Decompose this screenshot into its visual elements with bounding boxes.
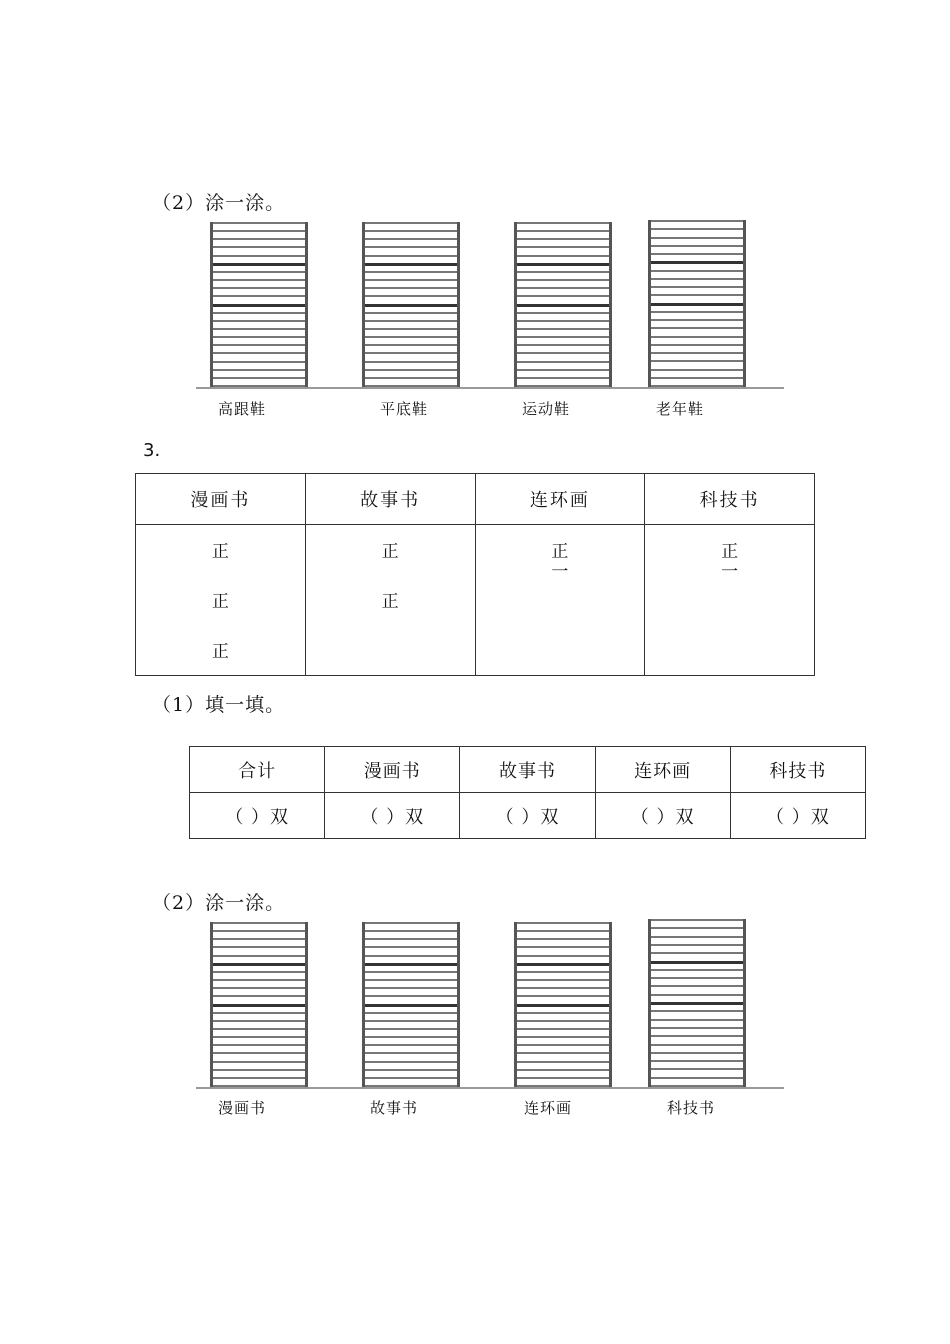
section2-heading: （2）涂一涂。 xyxy=(152,892,286,914)
grid-line xyxy=(651,1044,743,1046)
grid-line xyxy=(517,222,609,224)
grid-line xyxy=(365,287,457,289)
grid-line xyxy=(651,336,743,338)
grid-line xyxy=(213,922,305,924)
grid-line xyxy=(213,352,305,354)
tally-header: 连环画 xyxy=(475,474,645,525)
grid-line xyxy=(651,311,743,313)
tally-mark: 正 xyxy=(211,592,229,612)
grid-line xyxy=(651,319,743,321)
fill-blank[interactable]: （ ）双 xyxy=(190,793,325,839)
grid-line xyxy=(651,253,743,255)
grid-line xyxy=(517,263,609,266)
grid-line xyxy=(365,369,457,371)
grid-line xyxy=(365,979,457,981)
problem-number: 3. xyxy=(143,440,161,461)
category-label: 运动鞋 xyxy=(522,400,571,418)
grid-line xyxy=(517,369,609,371)
grid-line xyxy=(213,320,305,322)
grid-line xyxy=(517,287,609,289)
grid-line xyxy=(517,238,609,240)
category-label: 连环画 xyxy=(524,1099,573,1117)
tally-mark: 正 xyxy=(381,592,399,612)
category-label: 故事书 xyxy=(370,1099,419,1117)
chart-baseline xyxy=(196,1087,784,1089)
grid-line xyxy=(651,961,743,964)
grid-line xyxy=(517,320,609,322)
grid-line xyxy=(213,987,305,989)
grid-line xyxy=(365,1028,457,1030)
fill-blank[interactable]: （ ）双 xyxy=(460,793,595,839)
grid-line xyxy=(213,963,305,966)
grid-line xyxy=(517,312,609,314)
grid-line xyxy=(365,304,457,307)
grid-line xyxy=(213,1020,305,1022)
tally-cell xyxy=(305,525,475,676)
grid-line xyxy=(213,930,305,932)
grid-line xyxy=(213,1012,305,1014)
grid-line xyxy=(365,971,457,973)
grid-line xyxy=(365,238,457,240)
grid-line xyxy=(365,312,457,314)
grid-line xyxy=(365,1004,457,1007)
grid-line xyxy=(651,327,743,329)
tally-mark: 正 xyxy=(721,542,739,562)
grid-line xyxy=(213,1044,305,1046)
grid-line xyxy=(213,328,305,330)
grid-line xyxy=(651,1002,743,1005)
grid-line xyxy=(213,979,305,981)
grid-line xyxy=(651,952,743,954)
grid-line xyxy=(213,295,305,297)
grid-line xyxy=(213,255,305,257)
grid-line xyxy=(651,303,743,306)
grid-line xyxy=(651,294,743,296)
tally-header: 故事书 xyxy=(305,474,475,525)
grid-line xyxy=(213,336,305,338)
grid-line xyxy=(651,220,743,222)
grid-line xyxy=(517,995,609,997)
grid-line xyxy=(651,1052,743,1054)
grid-line xyxy=(213,1052,305,1054)
grid-line xyxy=(213,361,305,363)
grid-line xyxy=(213,946,305,948)
grid-line xyxy=(517,328,609,330)
grid-line xyxy=(651,352,743,354)
grid-line xyxy=(365,930,457,932)
grid-line xyxy=(365,1020,457,1022)
grid-line xyxy=(517,361,609,363)
grid-line xyxy=(213,369,305,371)
grid-line xyxy=(651,237,743,239)
tally-mark: 正 xyxy=(381,542,399,562)
grid-line xyxy=(651,245,743,247)
grid-line xyxy=(651,919,743,921)
grid-line xyxy=(365,246,457,248)
grid-line xyxy=(365,255,457,257)
grid-line xyxy=(365,279,457,281)
grid-line xyxy=(651,278,743,280)
grid-line xyxy=(651,360,743,362)
grid-line xyxy=(651,1010,743,1012)
grid-column-elderly-shoes[interactable] xyxy=(648,220,746,388)
grid-line xyxy=(517,987,609,989)
grid-line xyxy=(213,230,305,232)
grid-line xyxy=(365,1012,457,1014)
grid-column-sports-shoes[interactable] xyxy=(514,222,612,388)
grid-line xyxy=(213,938,305,940)
grid-line xyxy=(213,304,305,307)
chart-baseline xyxy=(196,387,784,389)
grid-line xyxy=(517,971,609,973)
grid-line xyxy=(213,1028,305,1030)
grid-line xyxy=(651,1077,743,1079)
grid-line xyxy=(517,1020,609,1022)
grid-line xyxy=(365,1069,457,1071)
grid-line xyxy=(651,969,743,971)
grid-line xyxy=(651,261,743,264)
grid-line xyxy=(651,944,743,946)
grid-line xyxy=(213,377,305,379)
grid-line xyxy=(365,987,457,989)
grid-line xyxy=(517,1052,609,1054)
grid-line xyxy=(213,344,305,346)
tally-table xyxy=(135,473,815,676)
grid-line xyxy=(365,263,457,266)
grid-line xyxy=(651,977,743,979)
grid-line xyxy=(365,995,457,997)
grid-line xyxy=(365,922,457,924)
grid-line xyxy=(365,328,457,330)
grid-line xyxy=(213,238,305,240)
grid-line xyxy=(365,344,457,346)
grid-line xyxy=(213,246,305,248)
grid-line xyxy=(517,1061,609,1063)
grid-line xyxy=(213,955,305,957)
grid-line xyxy=(365,1036,457,1038)
category-label: 高跟鞋 xyxy=(218,400,267,418)
grid-line xyxy=(651,1035,743,1037)
tally-header: 科技书 xyxy=(645,474,815,525)
category-label: 科技书 xyxy=(667,1099,716,1117)
grid-line xyxy=(365,230,457,232)
grid-column-picture-books[interactable] xyxy=(514,922,612,1088)
grid-line xyxy=(651,228,743,230)
fill-header: 漫画书 xyxy=(325,747,460,793)
grid-line xyxy=(651,1019,743,1021)
grid-line xyxy=(365,946,457,948)
grid-line xyxy=(651,286,743,288)
grid-line xyxy=(365,295,457,297)
category-label: 老年鞋 xyxy=(656,400,705,418)
grid-line xyxy=(651,344,743,346)
grid-column-science-books[interactable] xyxy=(648,919,746,1088)
grid-line xyxy=(517,295,609,297)
grid-line xyxy=(517,1036,609,1038)
grid-line xyxy=(365,1044,457,1046)
grid-line xyxy=(517,1077,609,1079)
grid-line xyxy=(365,1077,457,1079)
grid-line xyxy=(365,361,457,363)
grid-line xyxy=(517,963,609,966)
fill-blank[interactable]: （ ）双 xyxy=(730,793,865,839)
grid-line xyxy=(365,938,457,940)
grid-line xyxy=(517,955,609,957)
grid-line xyxy=(213,271,305,273)
grid-line xyxy=(517,246,609,248)
grid-line xyxy=(651,927,743,929)
grid-line xyxy=(213,287,305,289)
grid-line xyxy=(365,963,457,966)
fill-header: 故事书 xyxy=(460,747,595,793)
fill-header: 合计 xyxy=(190,747,325,793)
grid-line xyxy=(365,955,457,957)
grid-column-story-books[interactable] xyxy=(362,922,460,1088)
grid-column-flat-shoes[interactable] xyxy=(362,222,460,388)
grid-line xyxy=(517,279,609,281)
grid-line xyxy=(213,995,305,997)
grid-line xyxy=(517,930,609,932)
tally-mark: 正 xyxy=(551,542,569,562)
grid-line xyxy=(213,1036,305,1038)
grid-line xyxy=(651,1068,743,1070)
grid-line xyxy=(517,352,609,354)
grid-line xyxy=(213,971,305,973)
grid-line xyxy=(213,1061,305,1063)
grid-line xyxy=(517,1044,609,1046)
grid-line xyxy=(517,336,609,338)
grid-line xyxy=(517,230,609,232)
tally-mark: 正 xyxy=(211,642,229,662)
grid-column-high-heels[interactable] xyxy=(210,222,308,388)
category-label: 平底鞋 xyxy=(380,400,429,418)
grid-line xyxy=(517,922,609,924)
grid-line xyxy=(517,1028,609,1030)
tally-partial-mark: 一 xyxy=(551,562,569,582)
grid-line xyxy=(517,377,609,379)
grid-line xyxy=(651,985,743,987)
grid-line xyxy=(213,1077,305,1079)
grid-line xyxy=(517,271,609,273)
fill-header: 科技书 xyxy=(730,747,865,793)
grid-line xyxy=(365,377,457,379)
grid-line xyxy=(213,279,305,281)
grid-line xyxy=(365,1061,457,1063)
grid-line xyxy=(651,936,743,938)
grid-line xyxy=(517,255,609,257)
grid-line xyxy=(517,1012,609,1014)
tally-partial-mark: 一 xyxy=(721,562,739,582)
grid-line xyxy=(365,271,457,273)
grid-line xyxy=(365,352,457,354)
grid-line xyxy=(213,222,305,224)
grid-line xyxy=(651,994,743,996)
grid-line xyxy=(651,377,743,379)
grid-line xyxy=(517,1069,609,1071)
grid-line xyxy=(651,1027,743,1029)
fill-table xyxy=(189,746,866,839)
grid-line xyxy=(651,1060,743,1062)
grid-line xyxy=(213,312,305,314)
fill-blank[interactable]: （ ）双 xyxy=(325,793,460,839)
grid-line xyxy=(651,369,743,371)
grid-line xyxy=(365,222,457,224)
tally-header: 漫画书 xyxy=(136,474,306,525)
fill-blank[interactable]: （ ）双 xyxy=(595,793,730,839)
tally-cell xyxy=(645,525,815,676)
grid-line xyxy=(517,344,609,346)
grid-line xyxy=(651,270,743,272)
grid-column-comics[interactable] xyxy=(210,922,308,1088)
tally-mark: 正 xyxy=(211,542,229,562)
grid-line xyxy=(517,938,609,940)
grid-line xyxy=(213,1069,305,1071)
grid-line xyxy=(517,1004,609,1007)
category-label: 漫画书 xyxy=(218,1099,267,1117)
section1-heading: （2）涂一涂。 xyxy=(152,192,286,214)
tally-cell xyxy=(136,525,306,676)
grid-line xyxy=(213,1004,305,1007)
grid-line xyxy=(517,304,609,307)
fill-header: 连环画 xyxy=(595,747,730,793)
grid-line xyxy=(517,946,609,948)
grid-line xyxy=(517,979,609,981)
grid-line xyxy=(365,336,457,338)
grid-line xyxy=(365,320,457,322)
grid-line xyxy=(365,1052,457,1054)
tally-cell xyxy=(475,525,645,676)
fill-heading: （1）填一填。 xyxy=(152,694,286,716)
grid-line xyxy=(213,263,305,266)
